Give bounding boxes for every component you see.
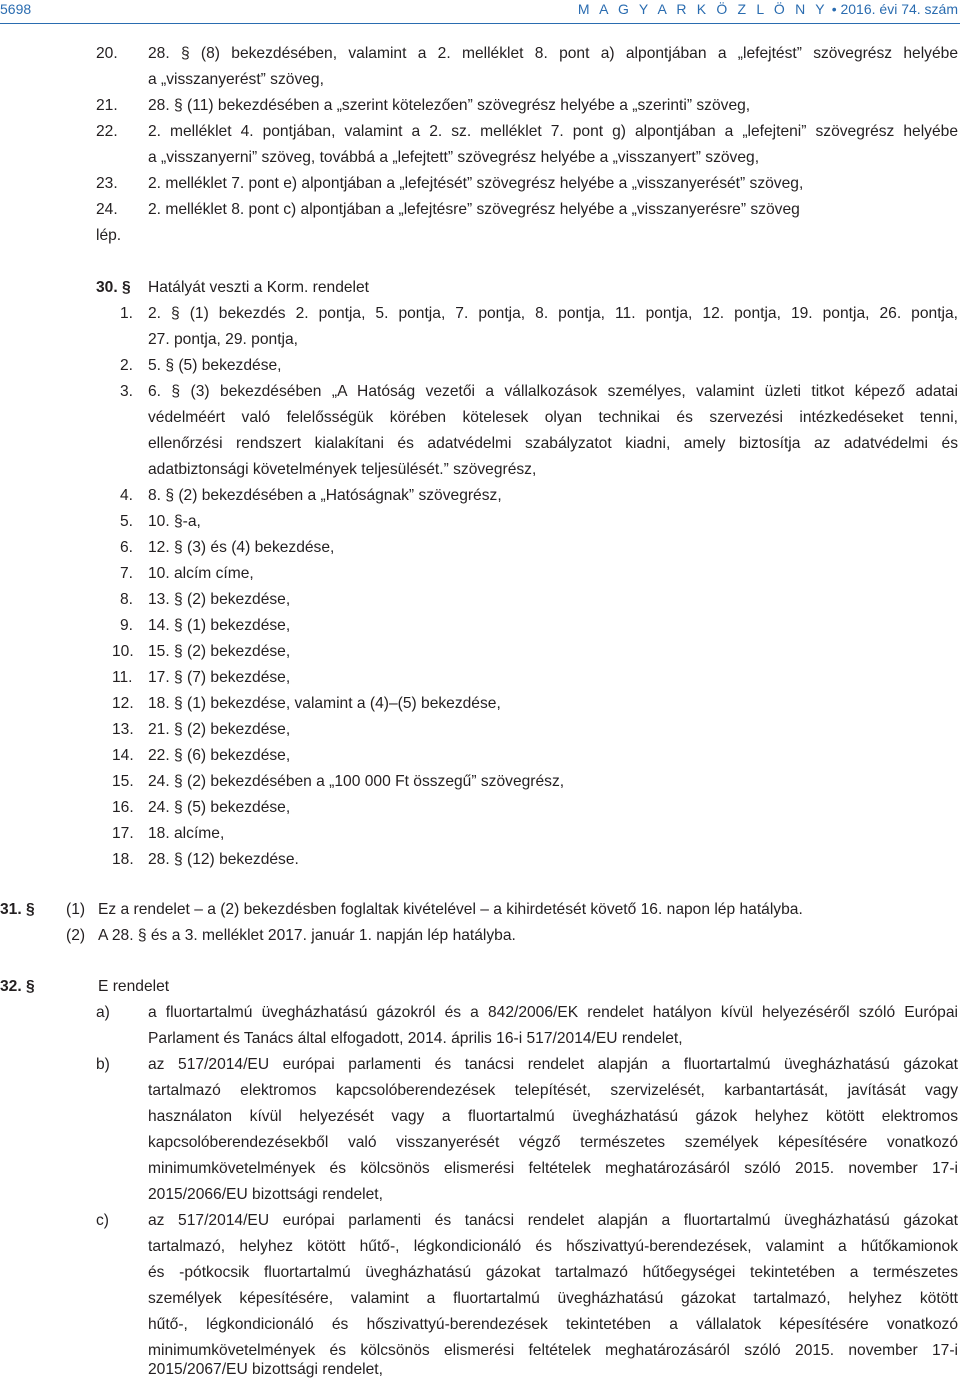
list-item-cont: 2015/2067/EU bizottsági rendelet, [148, 1361, 383, 1378]
list-item-letter: b) [96, 1056, 110, 1073]
list-item-number: 14. [112, 747, 134, 764]
list-item-cont: személyek képesítésére, valamint a fluortartalmú üvegházhatású gázokat tartalmazó, helyhez kötött [148, 1290, 958, 1307]
list-item-cont: minimumkövetelmények és kölcsönös elismerési feltételek meghatározásáról szóló 2015. november 17-i [148, 1342, 958, 1359]
journal-name: M A G Y A R K Ö Z L Ö N Y [577, 1, 828, 17]
list-item-cont: kapcsolóberendezésekből való visszanyerését végző természetes személyek képesítésére vonatkozó [148, 1134, 958, 1151]
list-item-letter: a) [96, 1004, 110, 1021]
list-item-number: 18. [112, 851, 134, 868]
list-item: 10. alcím címe, [148, 565, 254, 582]
list-item-number: 4. [120, 487, 134, 504]
list-item-number: 8. [120, 591, 134, 608]
list-item-number: 13. [112, 721, 134, 738]
list-item-number: 5. [120, 513, 134, 530]
list-item-number: 16. [112, 799, 134, 816]
list-item: 15. § (2) bekezdése, [148, 643, 291, 660]
list-item-cont: tartalmazó, helyhez kötött hűtő-, légkondicionáló és hőszivattyú-berendezések, valamint a hűtőkamionok [148, 1238, 958, 1255]
paragraph: A 28. § és a 3. melléklet 2017. január 1. napján lép hatályba. [98, 927, 516, 944]
list-item: 24. § (2) bekezdésében a „100 000 Ft összegű” szövegrész, [148, 773, 565, 790]
list-item-cont: minimumkövetelmények és kölcsönös elismerési feltételek meghatározásáról szóló 2015. november 17-i [148, 1160, 958, 1177]
list-item-number: 11. [112, 669, 133, 686]
list-item: 2. § (1) bekezdés 2. pontja, 5. pontja, 7. pontja, 8. pontja, 11. pontja, 12. pontja, 19. pontja, 26. pontja, [148, 305, 958, 322]
list-item-cont: a „visszanyerni” szöveg, továbbá a „lefejtett” szövegrész helyébe a „visszanyert” szöveg, [148, 149, 760, 166]
list-item: 24. § (5) bekezdése, [148, 799, 291, 816]
list-item-number: 10. [112, 643, 134, 660]
list-item-number: 1. [120, 305, 134, 322]
list-item: az 517/2014/EU európai parlamenti és tanácsi rendelet alapján a fluortartalmú üvegházhatású gázokat [148, 1212, 958, 1229]
page-number: 5698 [0, 1, 32, 17]
section-30-heading: 30. § [96, 279, 131, 296]
list-item-letter: c) [96, 1212, 109, 1229]
list-item-number: 17. [112, 825, 134, 842]
list-item-cont: és -pótkocsik fluortartalmú üvegházhatású gázokat tartalmazó hűtőegységei tekintetében a természetes [148, 1264, 958, 1281]
list-item: 13. § (2) bekezdése, [148, 591, 291, 608]
list-item: 12. § (3) és (4) bekezdése, [148, 539, 335, 556]
list-item-number: 7. [120, 565, 134, 582]
list-item-cont: védelméért való felelősségük körében kötelesek olyan technikai és szervezési intézkedéseket tenni, [148, 409, 958, 426]
list-item: 5. § (5) bekezdése, [148, 357, 282, 374]
list-item: 14. § (1) bekezdése, [148, 617, 291, 634]
list-item-cont: hűtő-, légkondicionáló és hőszivattyú-berendezések tekintetében a vállalatok képesítésére vonatkozó [148, 1316, 958, 1333]
list-item: 8. § (2) bekezdésében a „Hatóságnak” szövegrész, [148, 487, 502, 504]
list-item: 28. § (12) bekezdése. [148, 851, 299, 868]
list-item: 10. §-a, [148, 513, 201, 530]
list-item-cont: ellenőrzési rendszert kialakítani és adatvédelmi szabályzatot kiadni, amely biztosítja az adatvédelmi és [148, 435, 958, 452]
list-item-cont: tartalmazó elektromos kapcsolóberendezések telepítését, szervizelését, karbantartását, javítását vagy [148, 1082, 958, 1099]
journal-title [578, 1, 958, 17]
section-32-heading: 32. § [0, 978, 35, 995]
list-item-number: 2. [120, 357, 134, 374]
section-30-title: Hatályát veszti a Korm. rendelet [148, 279, 370, 296]
paragraph-number: (2) [66, 927, 86, 944]
list-item-cont: használaton kívül helyezését vagy a fluortartalmú üvegházhatású gázok helyhez kötött elektromos [148, 1108, 958, 1125]
paragraph-number: (1) [66, 901, 86, 918]
list-item-cont: a „visszanyerést” szöveg, [148, 71, 324, 88]
list-item-cont: Parlament és Tanács által elfogadott, 2014. április 16-i 517/2014/EU rendelet, [148, 1030, 683, 1047]
list-item: 6. § (3) bekezdésében „A Hatóság vezetői a vállalkozások személyes, valamint üzleti titkot képező adatai [148, 383, 958, 400]
list-item-number: 3. [120, 383, 134, 400]
list-item: az 517/2014/EU európai parlamenti és tanácsi rendelet alapján a fluortartalmú üvegházhatású gázokat [148, 1056, 958, 1073]
section-32-title: E rendelet [98, 978, 170, 995]
list-item: 17. § (7) bekezdése, [148, 669, 291, 686]
list-item-number: 6. [120, 539, 134, 556]
list-item: 18. § (1) bekezdése, valamint a (4)–(5) bekezdése, [148, 695, 501, 712]
list-item-cont: 27. pontja, 29. pontja, [148, 331, 298, 348]
list-item: 21. § (2) bekezdése, [148, 721, 291, 738]
list-item-number: 9. [120, 617, 134, 634]
list-item-cont: adatbiztonsági követelmények teljesülését.” szövegrész, [148, 461, 537, 478]
section-31-heading: 31. § [0, 901, 35, 918]
list-item-cont: 2015/2066/EU bizottsági rendelet, [148, 1186, 383, 1203]
paragraph: Ez a rendelet – a (2) bekezdésben foglaltak kivételével – a kihirdetését követő 16. napon lép hatályba. [98, 901, 803, 918]
list-item-number: 15. [112, 773, 134, 790]
list-item: a fluortartalmú üvegházhatású gázokról és a 842/2006/EK rendelet hatályon kívül helyezéséről szóló Európai [148, 1004, 958, 1021]
list-item: 18. alcíme, [148, 825, 225, 842]
page-header [0, 0, 960, 24]
list-item-number: 12. [112, 695, 134, 712]
list-item: 22. § (6) bekezdése, [148, 747, 291, 764]
journal-issue: • 2016. évi 74. szám [831, 1, 958, 17]
